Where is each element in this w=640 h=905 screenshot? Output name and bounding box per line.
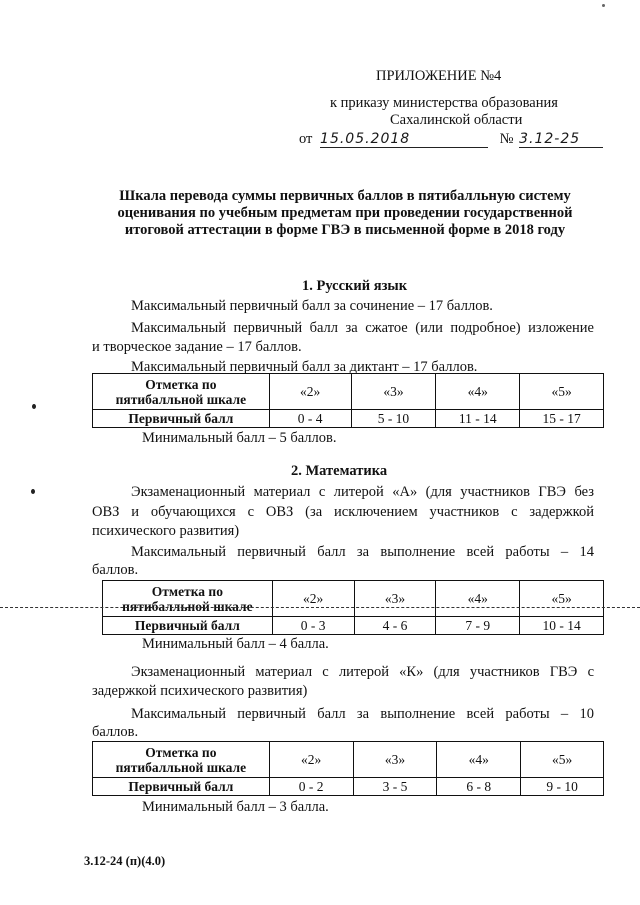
grade-3-cell: «3» xyxy=(353,742,437,778)
math-a-desc-1: Экзаменационный материал с литерой «А» (для участников ГВЭ без xyxy=(131,484,594,500)
title-line-2: оценивания по учебным предметам при проведении государственной xyxy=(117,205,573,221)
range-cell: 15 - 17 xyxy=(520,410,604,428)
math-k-max-1: Максимальный первичный балл за выполнение всей работы – 10 xyxy=(131,706,594,722)
russian-summary-max-2: и творческое задание – 17 баллов. xyxy=(92,339,302,355)
russian-essay-max: Максимальный первичный балл за сочинение – 17 баллов. xyxy=(131,298,493,314)
table-row xyxy=(103,617,604,635)
range-cell: 4 - 6 xyxy=(354,617,436,635)
grade-4-cell: «4» xyxy=(436,374,520,410)
grade-4-cell: «4» xyxy=(437,742,521,778)
document-code: 3.12-24 (п)(4.0) xyxy=(84,854,166,868)
grade-2-cell: «2» xyxy=(272,581,354,617)
grade-5-cell: «5» xyxy=(521,742,604,778)
math-k-grade-table xyxy=(92,741,604,796)
primary-score-label: Первичный балл xyxy=(103,617,273,635)
grade-3-cell: «3» xyxy=(351,374,436,410)
russian-summary-max-1: Максимальный первичный балл за сжатое (или подробное) изложение xyxy=(131,320,594,336)
math-a-max-1: Максимальный первичный балл за выполнение всей работы – 14 xyxy=(131,544,594,560)
grade-header-cell: Отметка по пятибалльной шкале xyxy=(93,374,270,410)
math-a-min-score: Минимальный балл – 4 балла. xyxy=(142,636,329,652)
title-line-3: итоговой аттестации в форме ГВЭ в письменной форме в 2018 году xyxy=(124,222,566,238)
range-cell: 3 - 5 xyxy=(353,778,437,796)
scan-speck-2 xyxy=(31,489,35,494)
number-prefix: № xyxy=(499,131,514,147)
grade-header-cell: Отметка по пятибалльной шкале xyxy=(103,581,273,617)
scan-speck-3 xyxy=(602,4,605,7)
table-row xyxy=(93,374,604,410)
date-line xyxy=(299,131,603,148)
math-a-desc-2: ОВЗ и обучающихся с ОВЗ (за исключением участников с задержкой xyxy=(92,504,594,520)
primary-score-label: Первичный балл xyxy=(93,778,270,796)
grade-3-cell: «3» xyxy=(354,581,436,617)
title-line-1: Шкала перевода суммы первичных баллов в пятибалльную систему xyxy=(119,188,571,204)
russian-grade-table xyxy=(92,373,604,428)
number-value: 3.12-25 xyxy=(519,131,603,148)
table-row xyxy=(103,581,604,617)
math-k-desc-1: Экзаменационный материал с литерой «К» (для участников ГВЭ с xyxy=(131,664,594,680)
scan-fold-line xyxy=(0,607,640,608)
table-row xyxy=(93,410,604,428)
range-cell: 7 - 9 xyxy=(436,617,520,635)
range-cell: 6 - 8 xyxy=(437,778,521,796)
russian-min-score: Минимальный балл – 5 баллов. xyxy=(142,430,337,446)
section-math-heading: 2. Математика xyxy=(291,463,388,479)
math-k-max-2: баллов. xyxy=(92,724,139,740)
grade-header-cell: Отметка по пятибалльной шкале xyxy=(93,742,270,778)
range-cell: 0 - 4 xyxy=(269,410,351,428)
grade-4-cell: «4» xyxy=(436,581,520,617)
date-value: 15.05.2018 xyxy=(320,131,488,148)
document-title xyxy=(80,188,610,239)
range-cell: 10 - 14 xyxy=(520,617,604,635)
table-row xyxy=(93,742,604,778)
grade-2-cell: «2» xyxy=(269,742,353,778)
section-russian-heading: 1. Русский язык xyxy=(302,278,408,294)
table-row xyxy=(93,778,604,796)
grade-5-cell: «5» xyxy=(520,581,604,617)
math-k-min-score: Минимальный балл – 3 балла. xyxy=(142,799,329,815)
range-cell: 0 - 3 xyxy=(272,617,354,635)
order-line: к приказу министерства образования xyxy=(330,95,558,111)
range-cell: 9 - 10 xyxy=(521,778,604,796)
region-line: Сахалинской области xyxy=(390,112,523,128)
math-a-max-2: баллов. xyxy=(92,562,139,578)
date-prefix: от xyxy=(299,131,313,147)
appendix-label: ПРИЛОЖЕНИЕ №4 xyxy=(376,68,502,84)
primary-score-label: Первичный балл xyxy=(93,410,270,428)
math-a-desc-3: психического развития) xyxy=(92,523,240,539)
range-cell: 11 - 14 xyxy=(436,410,520,428)
russian-dictation-max: Максимальный первичный балл за диктант – 17 баллов. xyxy=(131,359,478,375)
grade-5-cell: «5» xyxy=(520,374,604,410)
range-cell: 5 - 10 xyxy=(351,410,436,428)
grade-2-cell: «2» xyxy=(269,374,351,410)
range-cell: 0 - 2 xyxy=(269,778,353,796)
math-k-desc-2: задержкой психического развития) xyxy=(92,683,308,699)
scan-speck-1 xyxy=(32,404,36,409)
